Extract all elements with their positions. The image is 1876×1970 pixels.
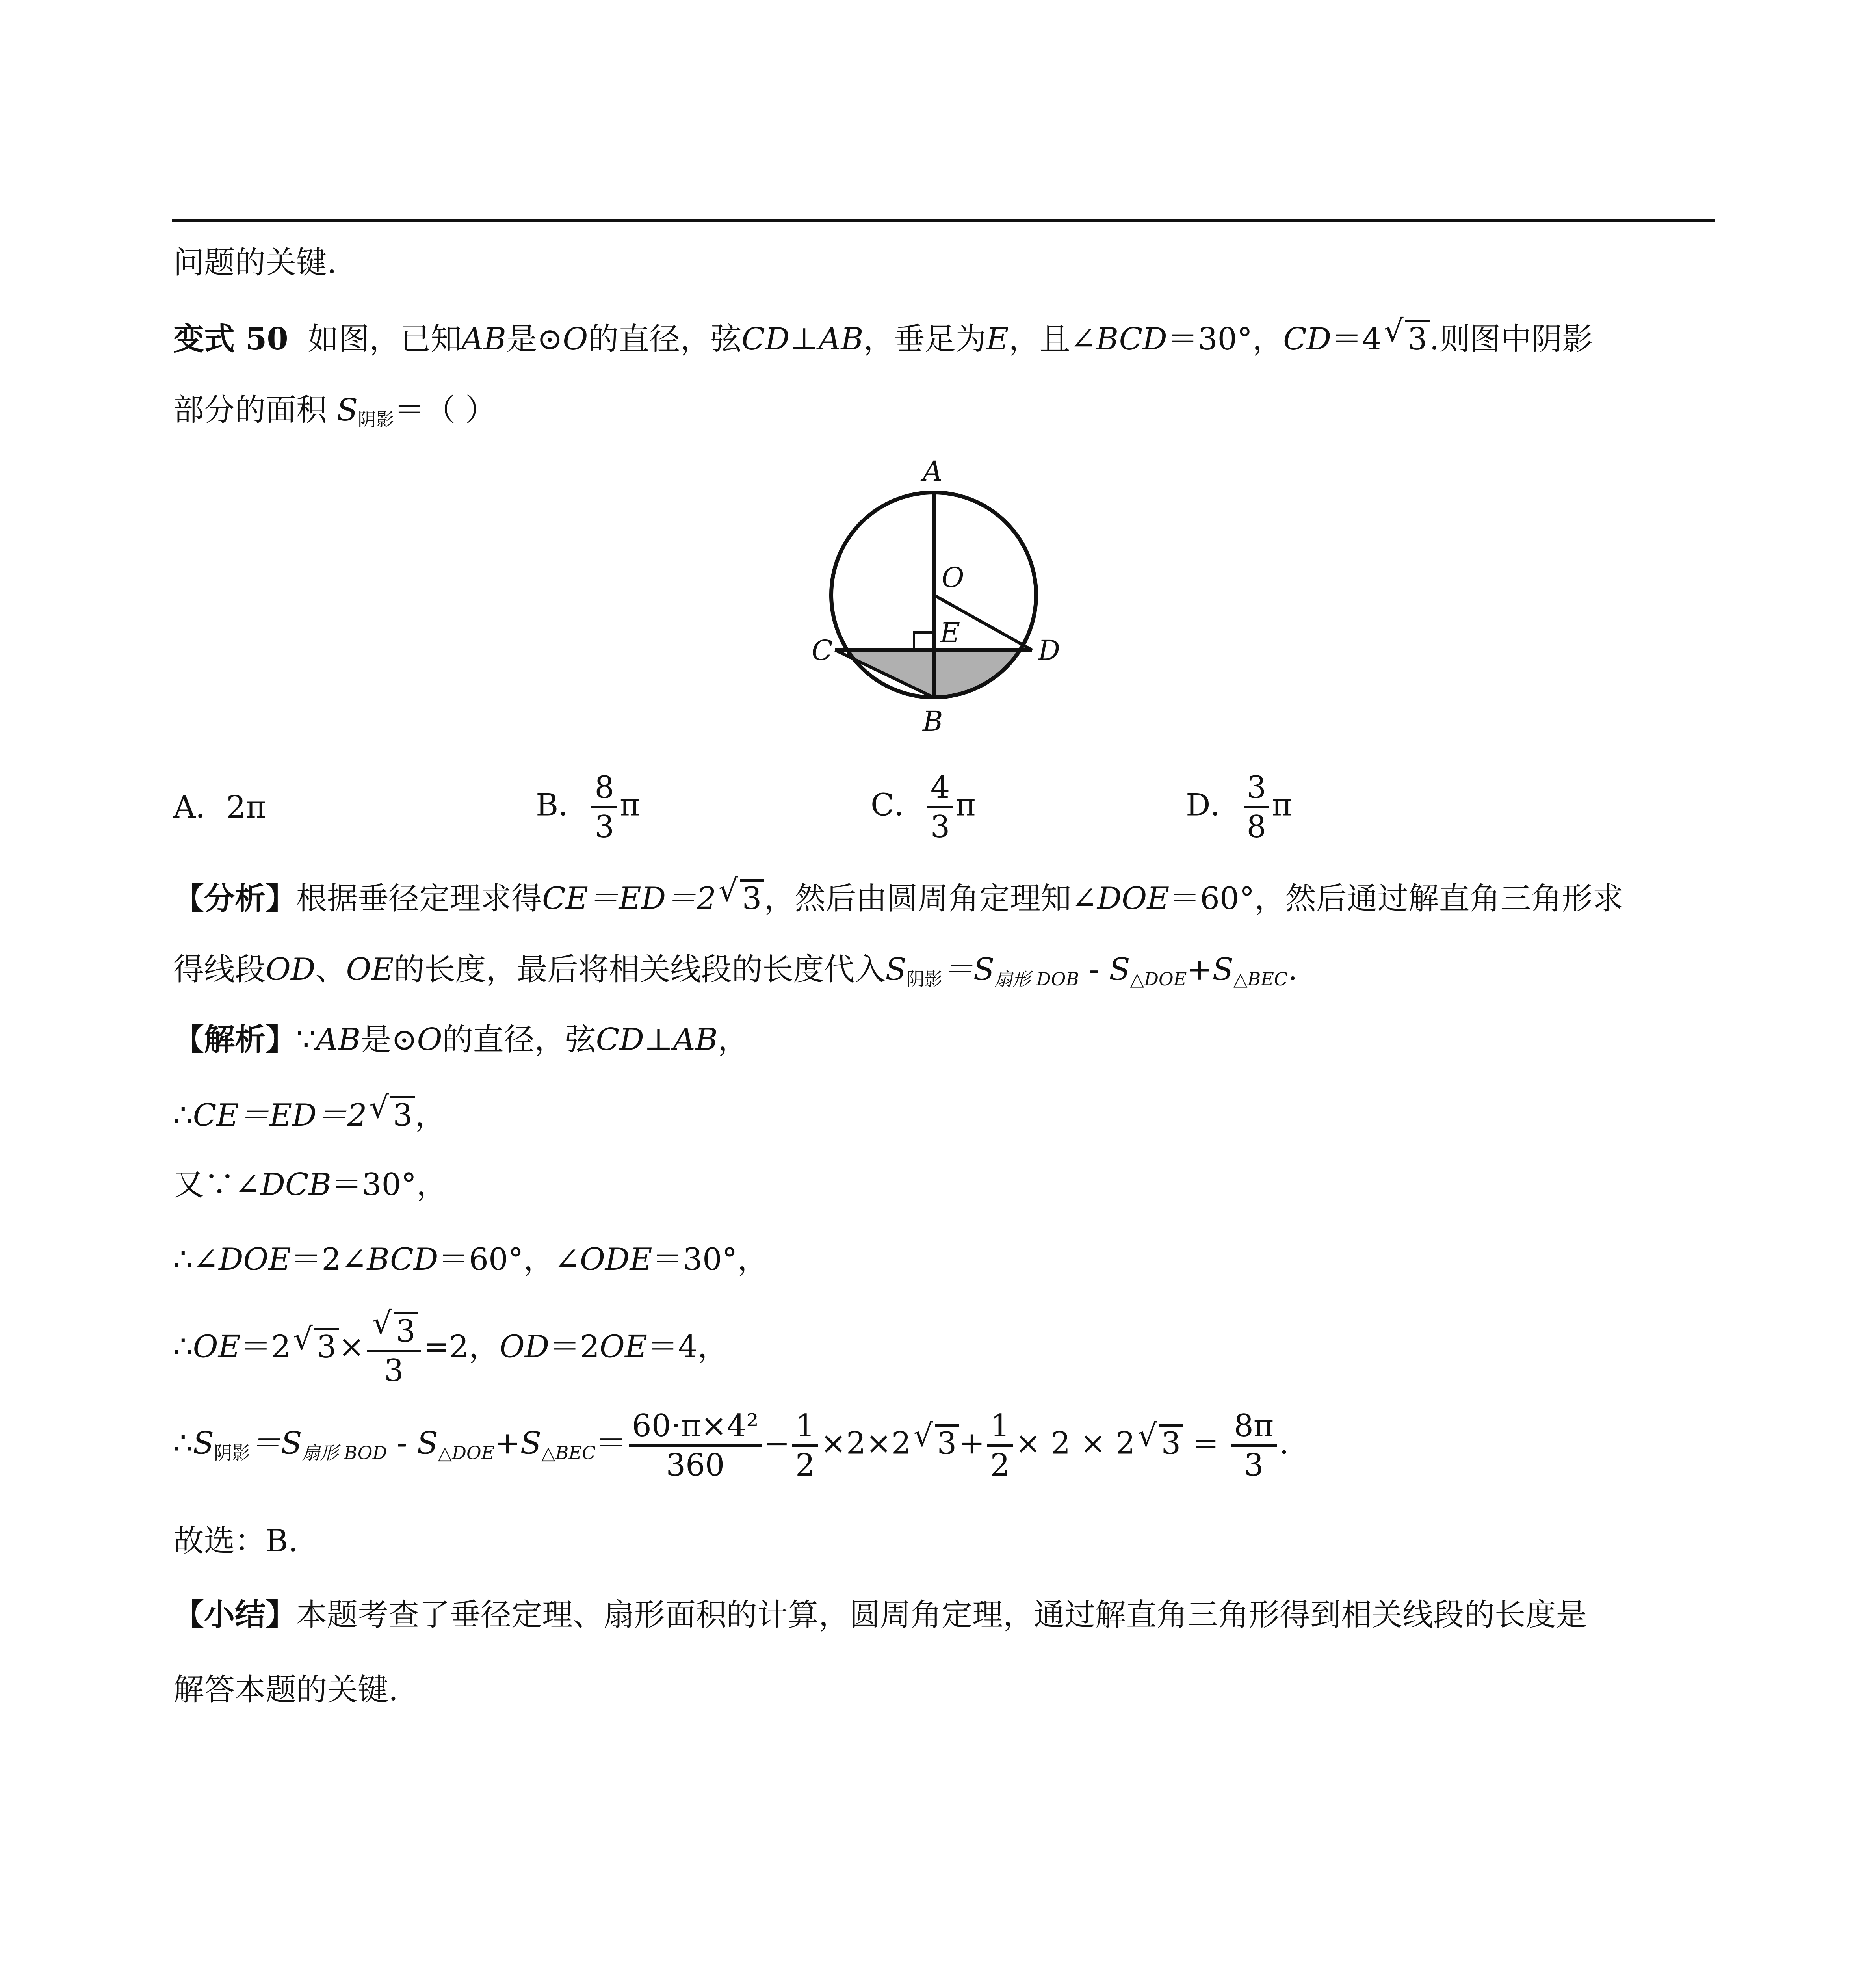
text: DOE [218,1242,291,1277]
text: 部分的面积 [173,392,327,428]
analysis-tag: 【分析】 [173,881,297,916]
text: △DOE [1130,968,1187,990]
text: 4 [927,772,953,808]
text: 阴影 [358,409,394,430]
text: 扇形 BOD [302,1442,387,1464]
text: S [885,952,906,987]
text: OE [599,1329,647,1365]
fraction [792,1408,818,1483]
solution-line-2 [173,1090,446,1133]
text: 是⊙ [506,322,563,357]
analysis-line-1 [173,873,1623,916]
text: 3 [594,809,614,845]
text: ∴∠ [173,1242,219,1277]
text: ＝4 [1331,322,1382,357]
solution-line-5 [173,1306,728,1388]
text: ＝60°，∠ [438,1242,580,1277]
text: 得线段 [173,952,266,987]
text: ＝S [942,952,995,987]
text: − [764,1425,790,1461]
text: S [336,392,358,428]
text: 1 [987,1411,1013,1447]
text: ， [415,1098,446,1133]
text: AB [316,1022,361,1057]
answer-line: 故选：B. [173,1523,298,1559]
shaded-segment [934,650,1052,713]
solution-tag: 【解析】 [173,1022,297,1057]
sqrt: √ 3 [372,1312,418,1347]
text: 的直径，弦 [588,322,742,357]
summary-line-2: 解答本题的关键. [173,1672,398,1708]
text: 8π [1231,1411,1277,1447]
option-c [871,770,976,845]
text: 扇形 DOB [994,968,1079,990]
text: CD⊥AB [741,322,864,357]
text: ∴ [173,1425,193,1461]
text: AB [461,322,506,357]
option-b [536,770,640,845]
text: △BEC [541,1442,596,1464]
sqrt: √ 3 [369,1096,415,1131]
text: ODE [580,1242,652,1277]
text: 阴影 [214,1442,251,1464]
text: △DOE [438,1442,495,1464]
text: +S [1187,952,1234,987]
fraction [367,1306,421,1388]
fraction [1231,1408,1277,1483]
text: 3 [1405,320,1430,355]
option-a: A．2π [173,790,266,825]
fraction [1244,770,1270,845]
text: 3 [390,1096,415,1131]
label-o: O [942,561,964,594]
text: 3 [740,879,764,914]
text: 、 [315,952,346,987]
circle-figure [808,453,1083,745]
text: ×2×2 [820,1425,911,1461]
text: CE＝ED＝2 [542,881,716,916]
text: π [619,787,640,823]
question-label: 变式 50 [173,321,288,357]
text: =2， [423,1329,500,1365]
text: C． [871,787,925,823]
solution-line-1 [173,1024,749,1055]
text: CE＝ED＝2 [193,1098,367,1133]
text: ∴ [173,1329,193,1365]
text: . [1279,1425,1289,1461]
fraction [629,1408,762,1483]
summary-line-1 [173,1597,1587,1633]
label-d: D [1038,634,1061,667]
header-rule [172,219,1715,222]
text: ，然后由圆周角定理知∠ [764,881,1097,916]
text: 的长度，最后将相关线段的长度代入 [394,952,886,987]
label-e: E [940,617,960,649]
text: 是⊙ [360,1022,417,1057]
text: 又∵∠ [173,1167,261,1202]
label-b: B [923,705,943,738]
top-line: 问题的关键. [173,245,337,281]
text: 本题考查了垂径定理、扇形面积的计算，圆周角定理，通过解直角三角形得到相关线段的长度是 [296,1597,1587,1633]
text: 3 [314,1328,339,1362]
text: ∵ [296,1022,316,1057]
text: ＝2 [549,1329,600,1365]
text: S [193,1425,214,1461]
sqrt: √ 3 [1138,1424,1183,1459]
text: 3 [935,1424,959,1459]
text: 8 [1246,809,1267,845]
text: DCB [260,1167,331,1202]
text: - S [387,1425,438,1461]
text: +S [494,1425,542,1461]
text: B． [536,787,589,823]
text: 阴影 [906,968,943,990]
text: CD [1283,322,1332,357]
text: 3 [930,809,950,845]
text: - S [1079,952,1130,987]
text: 2 [795,1448,815,1483]
solution-line-3 [173,1169,447,1200]
text: 的直径，弦 [442,1022,596,1057]
sqrt: √ 3 [293,1328,339,1362]
sqrt: √ 3 [1384,320,1430,355]
text: 3 [394,1312,418,1347]
text: OD [266,952,316,987]
text: ∴ [173,1098,193,1133]
right-angle-mark [914,632,934,650]
text: 根据垂径定理求得 [296,881,542,916]
text: ＝4， [647,1329,728,1365]
text: 8 [591,772,617,808]
text: CD⊥AB [596,1022,718,1057]
option-d [1186,770,1292,845]
text: DOE [1097,881,1170,916]
text: + [959,1425,985,1461]
text: ＝60°，然后通过解直角三角形求 [1169,881,1623,916]
text: 3 [384,1353,404,1388]
text: π [955,787,976,823]
text: BCD [367,1242,438,1277]
text: 2 [990,1448,1010,1483]
text: OE [193,1329,241,1365]
question-line-2 [173,392,496,430]
text: ＝30°， [1167,322,1283,357]
text: ＝2 [240,1329,291,1365]
text: ，且∠ [1009,322,1096,357]
sqrt: √ 3 [719,879,764,914]
text: 1 [792,1411,818,1447]
text: △BEC [1233,968,1288,990]
fraction [927,770,953,845]
text: ＝30°， [331,1167,448,1202]
text: ＝（ ） [394,392,496,428]
text: 3 [1244,1448,1264,1483]
text: O [417,1022,442,1057]
text: 如图，已知 [308,322,462,357]
text: OD [499,1329,550,1365]
text: D． [1186,787,1241,823]
label-c: C [812,634,833,667]
text: ＝S [250,1425,302,1461]
text: OE [346,952,394,987]
summary-tag: 【小结】 [173,1597,297,1633]
fraction [987,1408,1013,1483]
text: 3 [1159,1424,1183,1459]
fraction-numerator [367,1306,421,1352]
text: × 2 × 2 [1015,1425,1135,1461]
text: ＝30°， [652,1242,768,1277]
text: E [986,322,1009,357]
analysis-line-2 [173,954,1298,988]
text: π [1272,787,1292,823]
fraction [591,770,617,845]
label-a: A [923,455,943,487]
text: ，垂足为 [863,322,986,357]
text: . [1288,952,1298,987]
text: 360 [666,1448,725,1483]
sqrt: √ 3 [914,1424,959,1459]
text: × [338,1329,365,1365]
text: = [1183,1425,1229,1461]
text: ， [717,1022,749,1057]
text: O [563,322,588,357]
question-line-1 [173,314,1593,357]
text: 60·π×4² [629,1411,762,1447]
text: ＝2∠ [291,1242,367,1277]
text: BCD [1096,322,1167,357]
solution-line-4 [173,1244,768,1275]
text: ＝ [596,1425,627,1461]
text: 3 [1244,772,1270,808]
solution-line-6 [173,1408,1289,1483]
text: .则图中阴影 [1429,322,1593,357]
